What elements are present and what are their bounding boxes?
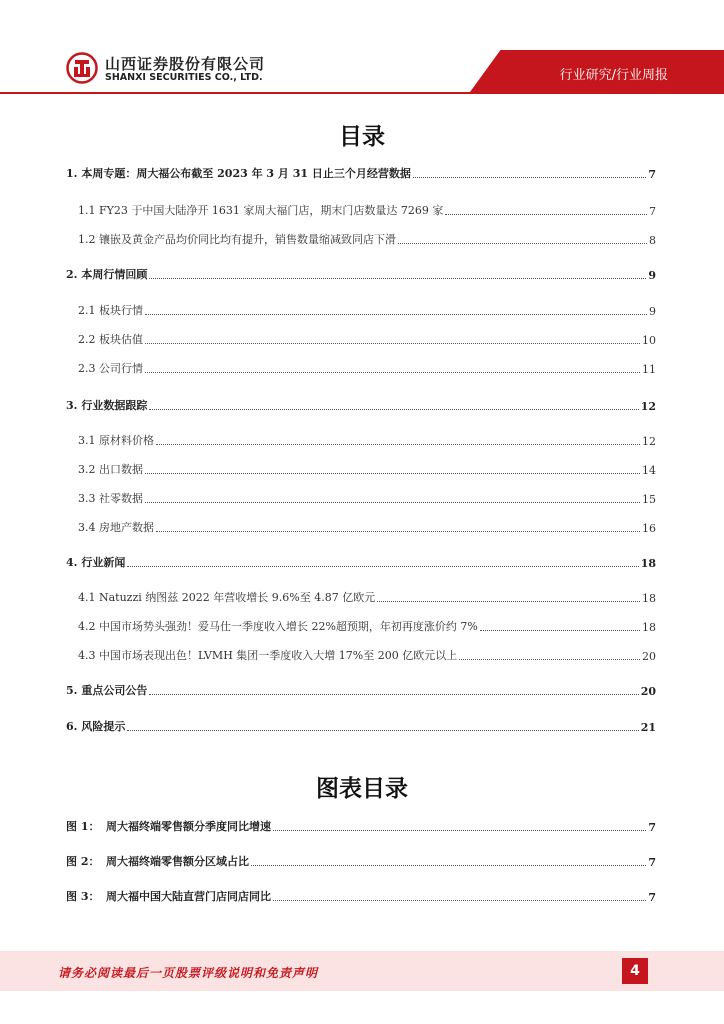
- toc-entry-text: 3.1 原材料价格: [78, 434, 154, 447]
- disclaimer-notice: 请务必阅读最后一页股票评级说明和免责声明: [58, 966, 319, 980]
- toc-leader: [156, 444, 640, 445]
- toc-entry[interactable]: [66, 395, 656, 413]
- page-header: [0, 0, 724, 92]
- toc-leader: [459, 659, 640, 660]
- toc-entry-page: 20: [640, 685, 656, 698]
- toc-entry-text: 3.2 出口数据: [78, 463, 143, 476]
- toc-leader: [273, 900, 646, 901]
- toc-entry-text: 5. 重点公司公告: [66, 684, 148, 697]
- figure-entry-text: [66, 853, 249, 869]
- toc-entry[interactable]: [66, 488, 656, 506]
- toc-entry[interactable]: [66, 300, 656, 318]
- toc-entry-page: 9: [649, 305, 656, 318]
- figure-entry-page: 7: [648, 821, 656, 834]
- toc-entry[interactable]: [66, 680, 656, 698]
- toc-leader: [145, 343, 640, 344]
- toc-leader: [398, 243, 647, 244]
- toc-leader: [149, 694, 638, 695]
- company-name-en: SHANXI SECURITIES CO., LTD.: [105, 72, 263, 83]
- toc-entry-text: 3.3 社零数据: [78, 492, 143, 505]
- toc-leader: [127, 566, 638, 567]
- toc-entry-page: 18: [640, 557, 656, 570]
- figure-entry-page: 7: [648, 891, 656, 904]
- figure-label: 图 2：: [66, 855, 100, 868]
- toc-leader: [145, 502, 640, 503]
- figures-title: 图表目录: [316, 776, 408, 802]
- figure-entry[interactable]: [66, 886, 656, 904]
- toc-entry-page: 21: [640, 721, 656, 734]
- toc-entry[interactable]: [66, 264, 656, 282]
- toc-entry-page: 8: [649, 234, 656, 247]
- toc-entry[interactable]: [66, 716, 656, 734]
- toc-entry[interactable]: [66, 358, 656, 376]
- toc-entry-text: 3. 行业数据跟踪: [66, 399, 148, 412]
- toc-leader: [273, 830, 646, 831]
- toc-entry-page: 12: [640, 400, 656, 413]
- toc-leader: [149, 409, 638, 410]
- report-category: 行业研究/行业周报: [559, 68, 668, 83]
- page-footer: [0, 951, 724, 991]
- toc-entry-page: 16: [642, 522, 656, 535]
- toc-entry[interactable]: [66, 200, 656, 218]
- toc-leader: [377, 601, 640, 602]
- shanxi-securities-logo-icon: [66, 52, 98, 84]
- figure-entry-text: [66, 818, 271, 834]
- toc-leader: [145, 314, 647, 315]
- toc-entry-text: 2. 本周行情回顾: [66, 268, 148, 281]
- toc-entry-text: 4.2 中国市场势头强劲！爱马仕一季度收入增长 22%超预期，年初再度涨价约 7%: [78, 620, 478, 633]
- toc-entry-page: 20: [642, 650, 656, 663]
- page-number: 4: [622, 958, 648, 984]
- figure-label: 图 3：: [66, 890, 100, 903]
- figure-entry[interactable]: [66, 816, 656, 834]
- toc-entry-text: 4.3 中国市场表现出色！LVMH 集团一季度收入大增 17%至 200 亿欧元以上: [78, 649, 458, 662]
- toc-entry[interactable]: [66, 459, 656, 477]
- figure-entry-page: 7: [648, 856, 656, 869]
- figure-entry[interactable]: [66, 851, 656, 869]
- toc-leader: [145, 372, 640, 373]
- toc-entry-page: 12: [642, 435, 656, 448]
- toc-entry-page: 10: [642, 334, 656, 347]
- toc-entry[interactable]: [66, 163, 656, 181]
- toc-leader: [413, 177, 646, 178]
- figure-title: 周大福中国大陆直营门店同店同比: [106, 890, 271, 903]
- toc-leader: [149, 278, 646, 279]
- toc-leader: [445, 214, 647, 215]
- toc-entry-page: 7: [649, 205, 656, 218]
- figure-entry-text: [66, 888, 271, 904]
- toc-entry-page: 18: [642, 592, 656, 605]
- toc-entry[interactable]: [66, 645, 656, 663]
- toc-entry[interactable]: [66, 517, 656, 535]
- toc-entry-page: 11: [642, 363, 656, 376]
- toc-entry[interactable]: [66, 430, 656, 448]
- toc-entry-text: 1. 本周专题：周大福公布截至 2023 年 3 月 31 日止三个月经营数据: [66, 167, 411, 180]
- toc-entry[interactable]: [66, 552, 656, 570]
- toc-entry[interactable]: [66, 587, 656, 605]
- company-name-cn: 山西证券股份有限公司: [105, 55, 266, 73]
- figure-title: 周大福终端零售额分季度同比增速: [106, 820, 271, 833]
- toc-entry[interactable]: [66, 229, 656, 247]
- toc-entry-page: 7: [648, 168, 656, 181]
- toc-entry-page: 14: [642, 464, 656, 477]
- toc-entry-text: 2.1 板块行情: [78, 304, 143, 317]
- toc-entry-text: 2.3 公司行情: [78, 362, 143, 375]
- toc-leader: [156, 531, 640, 532]
- figure-label: 图 1：: [66, 820, 100, 833]
- toc-entry[interactable]: [66, 616, 656, 634]
- toc-leader: [480, 630, 640, 631]
- toc-entry-text: 2.2 板块估值: [78, 333, 143, 346]
- toc-entry-text: 6. 风险提示: [66, 720, 126, 733]
- toc-leader: [145, 473, 640, 474]
- figure-title: 周大福终端零售额分区域占比: [106, 855, 249, 868]
- toc-entry-text: 3.4 房地产数据: [78, 521, 154, 534]
- toc-entry-text: 4.1 Natuzzi 纳图兹 2022 年营收增长 9.6%至 4.87 亿欧元: [78, 591, 376, 604]
- toc-entry-text: 1.2 镶嵌及黄金产品均价同比均有提升，销售数量缩减致同店下滑: [78, 233, 396, 246]
- toc-entry-page: 18: [642, 621, 656, 634]
- toc-leader: [127, 730, 638, 731]
- header-divider: [0, 92, 724, 94]
- toc-leader: [251, 865, 646, 866]
- toc-entry-text: 4. 行业新闻: [66, 556, 126, 569]
- toc-entry-page: 15: [642, 493, 656, 506]
- toc-entry-text: 1.1 FY23 于中国大陆净开 1631 家周大福门店，期末门店数量达 7269 家: [78, 204, 444, 217]
- toc-entry-page: 9: [648, 269, 656, 282]
- toc-entry[interactable]: [66, 329, 656, 347]
- toc-title: 目录: [339, 124, 385, 150]
